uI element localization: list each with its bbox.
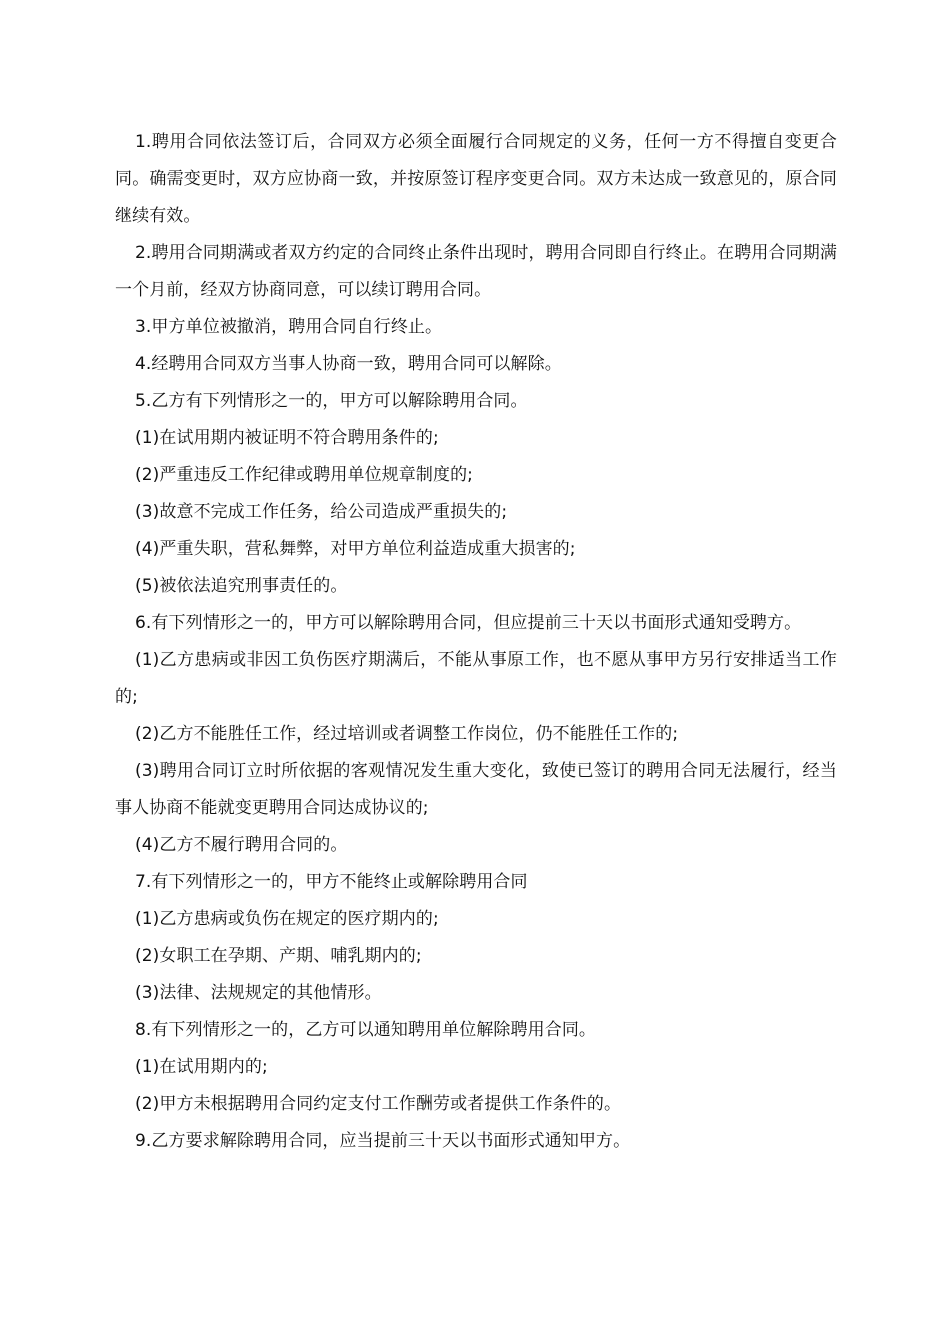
paragraph-5-item-2: (2)严重违反工作纪律或聘用单位规章制度的; xyxy=(135,465,474,485)
paragraph-8: 8.有下列情形之一的，乙方可以通知聘用单位解除聘用合同。 xyxy=(135,1020,597,1040)
paragraph-5-item-3: (3)故意不完成工作任务，给公司造成严重损失的; xyxy=(135,502,508,522)
paragraph-7-item-3: (3)法律、法规规定的其他情形。 xyxy=(135,983,382,1003)
paragraph-3: 3.甲方单位被撤消，聘用合同自行终止。 xyxy=(135,317,443,337)
paragraph-6-item-3: (3)聘用合同订立时所依据的客观情况发生重大变化，致使已签订的聘用合同无法履行，经当事人协商不能就变更聘用合同达成协议的; xyxy=(115,761,837,818)
paragraph-2: 2.聘用合同期满或者双方约定的合同终止条件出现时，聘用合同即自行终止。在聘用合同期满一个月前，经双方协商同意，可以续订聘用合同。 xyxy=(115,243,837,300)
paragraph-4: 4.经聘用合同双方当事人协商一致，聘用合同可以解除。 xyxy=(135,354,562,374)
paragraph-9: 9.乙方要求解除聘用合同，应当提前三十天以书面形式通知甲方。 xyxy=(135,1131,631,1151)
paragraph-7-item-1: (1)乙方患病或负伤在规定的医疗期内的; xyxy=(135,909,439,929)
paragraph-1: 1.聘用合同依法签订后，合同双方必须全面履行合同规定的义务，任何一方不得擅自变更合同。确需变更时，双方应协商一致，并按原签订程序变更合同。双方未达成一致意见的，原合同继续有效。 xyxy=(115,132,837,226)
paragraph-5: 5.乙方有下列情形之一的，甲方可以解除聘用合同。 xyxy=(135,391,528,411)
paragraph-5-item-1: (1)在试用期内被证明不符合聘用条件的; xyxy=(135,428,439,448)
paragraph-6-item-4: (4)乙方不履行聘用合同的。 xyxy=(135,835,348,855)
paragraph-6: 6.有下列情形之一的，甲方可以解除聘用合同，但应提前三十天以书面形式通知受聘方。 xyxy=(135,613,802,633)
paragraph-5-item-4: (4)严重失职，营私舞弊，对甲方单位利益造成重大损害的; xyxy=(135,539,576,559)
paragraph-8-item-1: (1)在试用期内的; xyxy=(135,1057,268,1077)
document-body xyxy=(115,124,837,1160)
paragraph-6-item-2: (2)乙方不能胜任工作，经过培训或者调整工作岗位，仍不能胜任工作的; xyxy=(135,724,679,744)
paragraph-8-item-2: (2)甲方未根据聘用合同约定支付工作酬劳或者提供工作条件的。 xyxy=(135,1094,622,1114)
paragraph-7: 7.有下列情形之一的，甲方不能终止或解除聘用合同 xyxy=(135,872,528,892)
paragraph-5-item-5: (5)被依法追究刑事责任的。 xyxy=(135,576,348,596)
paragraph-7-item-2: (2)女职工在孕期、产期、哺乳期内的; xyxy=(135,946,422,966)
paragraph-6-item-1: (1)乙方患病或非因工负伤医疗期满后，不能从事原工作，也不愿从事甲方另行安排适当工作的; xyxy=(115,650,837,707)
